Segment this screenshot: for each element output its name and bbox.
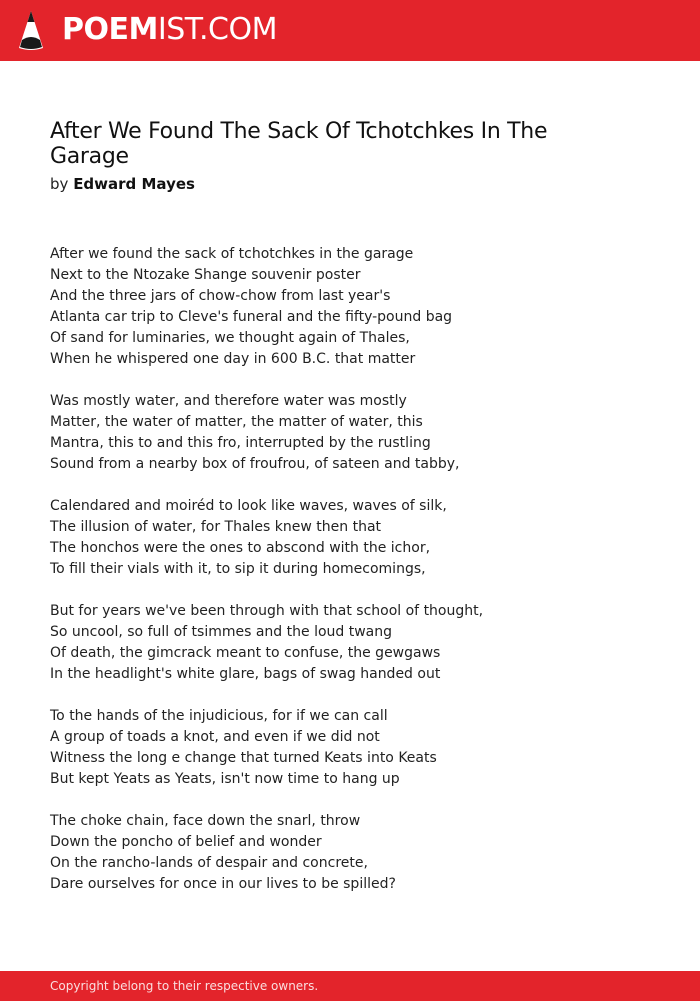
poem-stanza: [50, 391, 650, 475]
poem-line: Dare ourselves for once in our lives to be spilled?: [50, 876, 396, 892]
poem-stanza: [50, 496, 650, 580]
poem-line: The honchos were the ones to abscond with the ichor,: [50, 540, 431, 556]
poem-line: In the headlight's white glare, bags of swag handed out: [50, 666, 441, 682]
poem-line: A group of toads a knot, and even if we did not: [50, 729, 380, 745]
by-label: by: [50, 175, 69, 193]
poem-line: To the hands of the injudicious, for if we can call: [50, 708, 388, 724]
site-logo[interactable]: [62, 12, 277, 48]
site-footer: [0, 971, 700, 1001]
poem-title: After We Found The Sack Of Tchotchkes In The Garage: [50, 119, 548, 169]
poem-line: Atlanta car trip to Cleve's funeral and the fifty-pound bag: [50, 309, 453, 325]
site-header: [0, 0, 700, 61]
poem-line: Next to the Ntozake Shange souvenir poster: [50, 267, 361, 283]
poem-body: [50, 244, 650, 916]
poem-line: Matter, the water of matter, the matter of water, this: [50, 414, 423, 430]
poem-line: But for years we've been through with that school of thought,: [50, 603, 484, 619]
pencil-icon[interactable]: [18, 10, 44, 52]
poem-line: Down the poncho of belief and wonder: [50, 834, 322, 850]
poem-line: Calendared and moiréd to look like waves, waves of silk,: [50, 498, 447, 514]
poem-stanza: [50, 706, 650, 790]
poem-line: And the three jars of chow-chow from last year's: [50, 288, 391, 304]
poem-line: The illusion of water, for Thales knew then that: [50, 519, 382, 535]
logo-light-text: IST.COM: [157, 12, 277, 47]
logo-bold-text: POEM: [62, 12, 158, 47]
poem-line: When he whispered one day in 600 B.C. that matter: [50, 351, 416, 367]
poem-line: Of sand for luminaries, we thought again of Thales,: [50, 330, 410, 346]
poem-line: On the rancho-lands of despair and concrete,: [50, 855, 368, 871]
poem-line: To fill their vials with it, to sip it during homecomings,: [50, 561, 426, 577]
poem-stanza: [50, 244, 650, 370]
poem-line: After we found the sack of tchotchkes in the garage: [50, 246, 414, 262]
poem-line: So uncool, so full of tsimmes and the loud twang: [50, 624, 393, 640]
poem-line: Was mostly water, and therefore water was mostly: [50, 393, 407, 409]
poem-line: Witness the long e change that turned Keats into Keats: [50, 750, 437, 766]
poem-line: Mantra, this to and this fro, interrupted by the rustling: [50, 435, 431, 451]
poem-line: The choke chain, face down the snarl, throw: [50, 813, 361, 829]
byline: [50, 174, 195, 194]
poem-line: But kept Yeats as Yeats, isn't now time to hang up: [50, 771, 400, 787]
copyright-notice: Copyright belong to their respective owners.: [50, 979, 319, 993]
poem-line: Of death, the gimcrack meant to confuse, the gewgaws: [50, 645, 441, 661]
poem-line: Sound from a nearby box of froufrou, of sateen and tabby,: [50, 456, 460, 472]
poem-stanza: [50, 601, 650, 685]
author-name[interactable]: Edward Mayes: [73, 175, 195, 193]
poem-stanza: [50, 811, 650, 895]
